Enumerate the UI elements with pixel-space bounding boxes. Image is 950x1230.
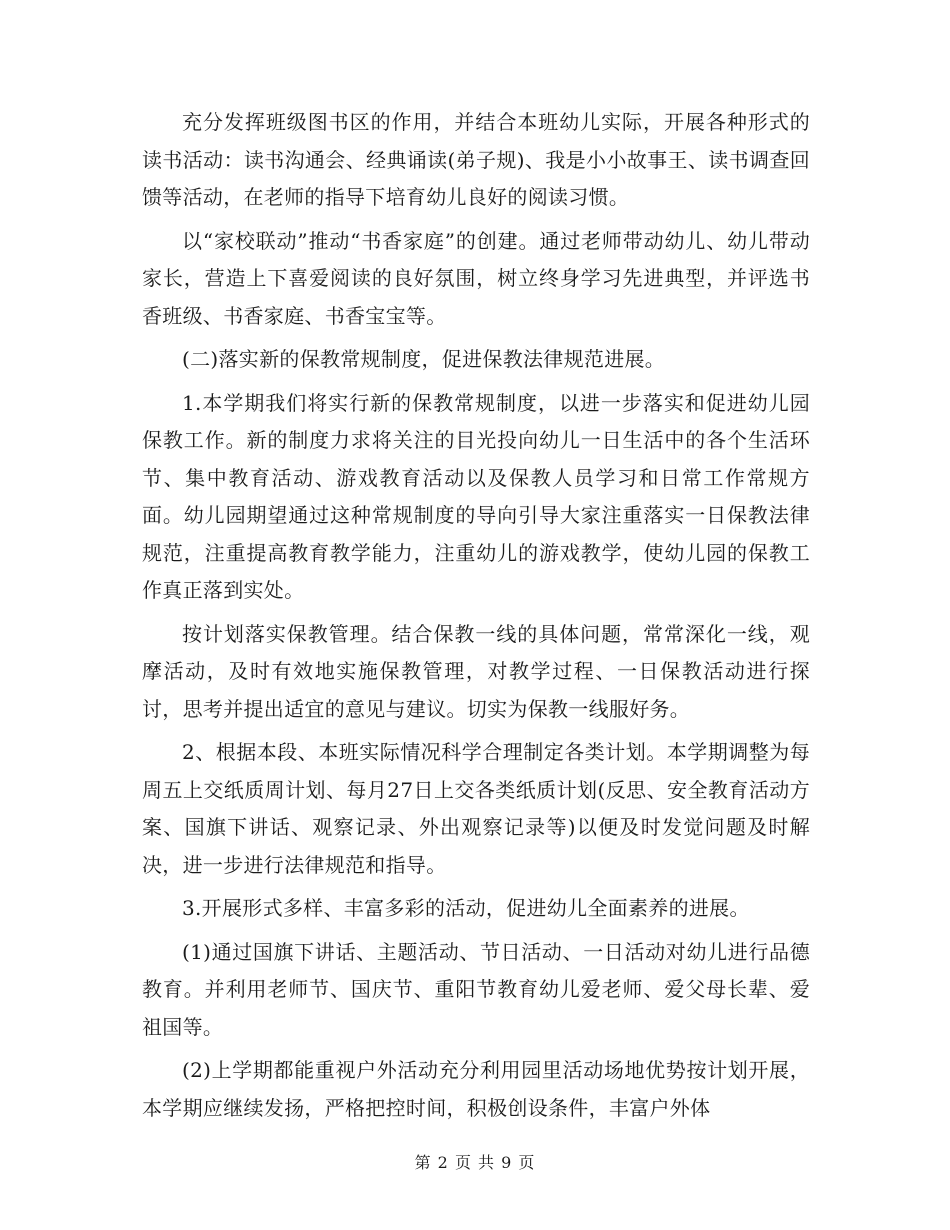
paragraph-item-2: 2、根据本段、本班实际情况科学合理制定各类计划。本学期调整为每周五上交纸质周计划、每月27日上交各类纸质计划(反思、安全教育活动方案、国旗下讲话、观察记录、外出观察记录等)以便及时发觉问题及时解决，进一步进行法律规范和指导。	[142, 740, 810, 877]
paragraph-item-1: 1.本学期我们将实行新的保教常规制度，以进一步落实和促进幼儿园保教工作。新的制度力求将关注的目光投向幼儿一日生活中的各个生活环节、集中教育活动、游戏教育活动以及保教人员学习和日常工作常规方面。幼儿园期望通过这种常规制度的导向引导大家注重落实一日保教法律规范，注重提高教育教学能力，注重幼儿的游戏教学，使幼儿园的保教工作真正落到实处。	[142, 390, 810, 602]
paragraph-subitem-2: (2)上学期都能重视户外活动充分利用园里活动场地优势按计划开展，本学期应继续发扬，严格把控时间，积极创设条件，丰富户外体	[142, 1058, 810, 1120]
paragraph-home-school-linkage: 以“家校联动”推动“书香家庭”的创建。通过老师带动幼儿、幼儿带动家长，营造上下喜爱阅读的良好氛围，树立终身学习先进典型，并评选书香班级、书香家庭、书香宝宝等。	[142, 228, 810, 328]
page-number-footer: 第 2 页 共 9 页	[414, 1153, 536, 1172]
paragraph-subitem-1: (1)通过国旗下讲话、主题活动、节日活动、一日活动对幼儿进行品德教育。并利用老师节、国庆节、重阳节教育幼儿爱老师、爱父母长辈、爱祖国等。	[142, 939, 810, 1039]
section-heading-2: (二)落实新的保教常规制度，促进保教法律规范进展。	[182, 347, 666, 371]
paragraph-item-3: 3.开展形式多样、丰富多彩的活动，促进幼儿全面素养的进展。	[182, 896, 750, 920]
paragraph-management: 按计划落实保教管理。结合保教一线的具体问题，常常深化一线，观摩活动，及时有效地实施保教管理，对教学过程、一日保教活动进行探讨，思考并提出适宜的意见与建议。切实为保教一线服好务。	[142, 621, 810, 721]
document-body	[142, 104, 810, 1133]
paragraph-reading-activities: 充分发挥班级图书区的作用，并结合本班幼儿实际，开展各种形式的读书活动：读书沟通会、经典诵读(弟子规)、我是小小故事王、读书调查回馈等活动，在老师的指导下培育幼儿良好的阅读习惯。	[142, 110, 810, 209]
